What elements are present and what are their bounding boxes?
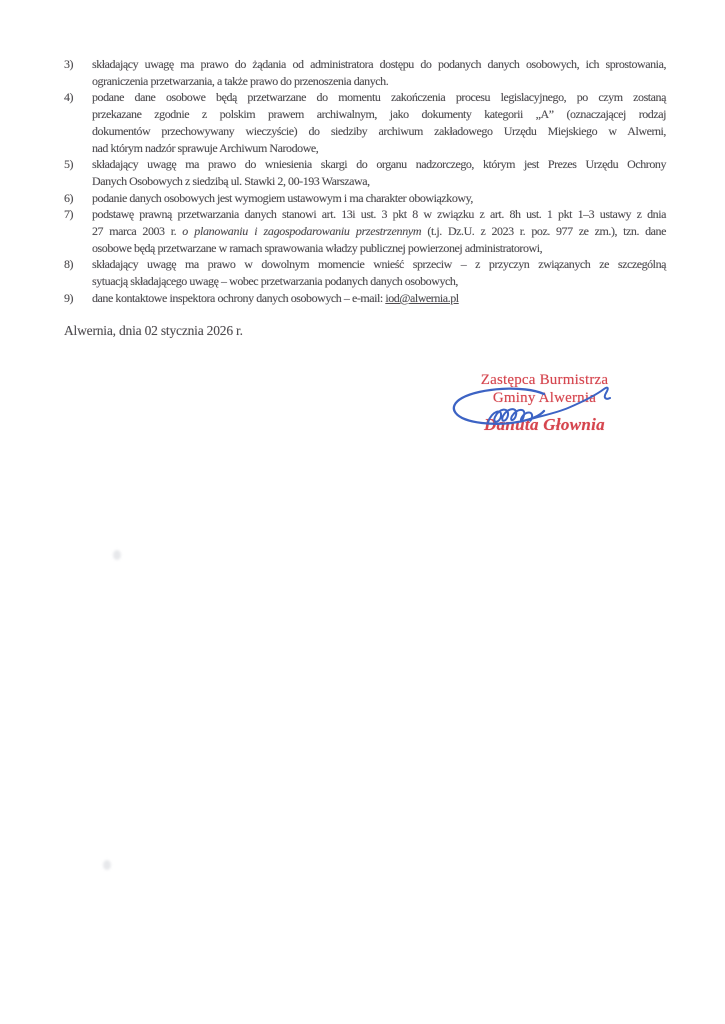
list-item-number: 7) — [64, 207, 74, 222]
list-item-text — [92, 89, 666, 156]
list-item-text — [92, 156, 666, 189]
list-item-line: ograniczenia przetwarzania, a także prawo do przenoszenia danych. — [92, 73, 389, 88]
list-item-line: Danych Osobowych z siedzibą ul. Stawki 2, 00-193 Warszawa, — [92, 173, 370, 188]
list-item-text — [92, 56, 666, 89]
list-item-line: nad którym nadzór sprawuje Archiwum Narodowe, — [92, 140, 319, 155]
stamp-signer-name: Danuta Głownia — [484, 415, 605, 434]
scan-speck — [113, 550, 121, 560]
list-item-number: 6) — [64, 190, 74, 205]
list-item-line: 27 marca 2003 r. o planowaniu i zagospodarowaniu przestrzennym (t.j. Dz.U. z 2023 r. poz. 977 ze zm.), tzn. dane — [92, 224, 666, 239]
list-item — [64, 190, 666, 207]
list-item-line: podstawę prawną przetwarzania danych stanowi art. 13i ust. 3 pkt 8 w związku z art. 8h ust. 1 pkt 1–3 ustawy z dnia — [92, 207, 666, 222]
list-item-line: składający uwagę ma prawo do żądania od administratora dostępu do podanych danych osobowych, ich sprostowania, — [92, 57, 666, 71]
list-item-line: podanie danych osobowych jest wymogiem ustawowym i ma charakter obowiązkowy, — [92, 190, 473, 205]
list-item-number: 9) — [64, 290, 74, 305]
list-item-number: 3) — [64, 57, 74, 71]
legal-list — [64, 56, 666, 307]
list-item-text — [92, 190, 666, 207]
stamp-title-line-2: Gminy Alwernia — [492, 390, 597, 406]
list-item-number: 4) — [64, 90, 74, 105]
list-item — [64, 89, 666, 156]
list-item — [64, 256, 666, 289]
list-item-line: osobowe będą przetwarzane w ramach sprawowania władzy publicznej powierzonej administratorowi, — [92, 240, 543, 255]
list-item-text — [92, 206, 666, 256]
list-item-line: dokumentów przechowywany wieczyście) do siedziby archiwum zakładowego Urzędu Miejskiego w Alwerni, — [92, 123, 666, 138]
list-item-line: sytuacją składającego uwagę – wobec przetwarzania podanych danych osobowych, — [92, 274, 458, 289]
list-item-number: 5) — [64, 157, 74, 172]
list-item — [64, 290, 666, 307]
list-item-line: podane dane osobowe będą przetwarzane do momentu zakończenia procesu legislacyjnego, po czym zostaną — [92, 90, 666, 105]
list-item-text — [92, 256, 666, 289]
list-item-text — [92, 290, 666, 307]
list-item — [64, 206, 666, 256]
scan-speck — [103, 860, 111, 870]
list-item — [64, 56, 666, 89]
list-item-line: przekazane zgodnie z polskim prawem archiwalnym, jako dokumenty kategorii „A” (oznaczającej rodzaj — [92, 107, 666, 122]
list-item-line: składający uwagę ma prawo w dowolnym momencie wnieść sprzeciw – z przyczyn związanych ze szczególną — [92, 257, 666, 272]
list-item-number: 8) — [64, 257, 74, 272]
list-item-line: dane kontaktowe inspektora ochrony danych osobowych – e-mail: iod@alwernia.pl — [92, 290, 459, 305]
email-text: iod@alwernia.pl — [385, 290, 459, 305]
official-stamp — [452, 371, 637, 434]
list-item-line: składający uwagę ma prawo do wniesienia skargi do organu nadzorczego, którym jest Prezes Urzędu Ochrony — [92, 157, 666, 172]
place-date-line: Alwernia, dnia 02 stycznia 2026 r. — [64, 323, 243, 338]
list-item — [64, 156, 666, 189]
stamp-title-line-1: Zastępca Burmistrza — [480, 372, 609, 388]
